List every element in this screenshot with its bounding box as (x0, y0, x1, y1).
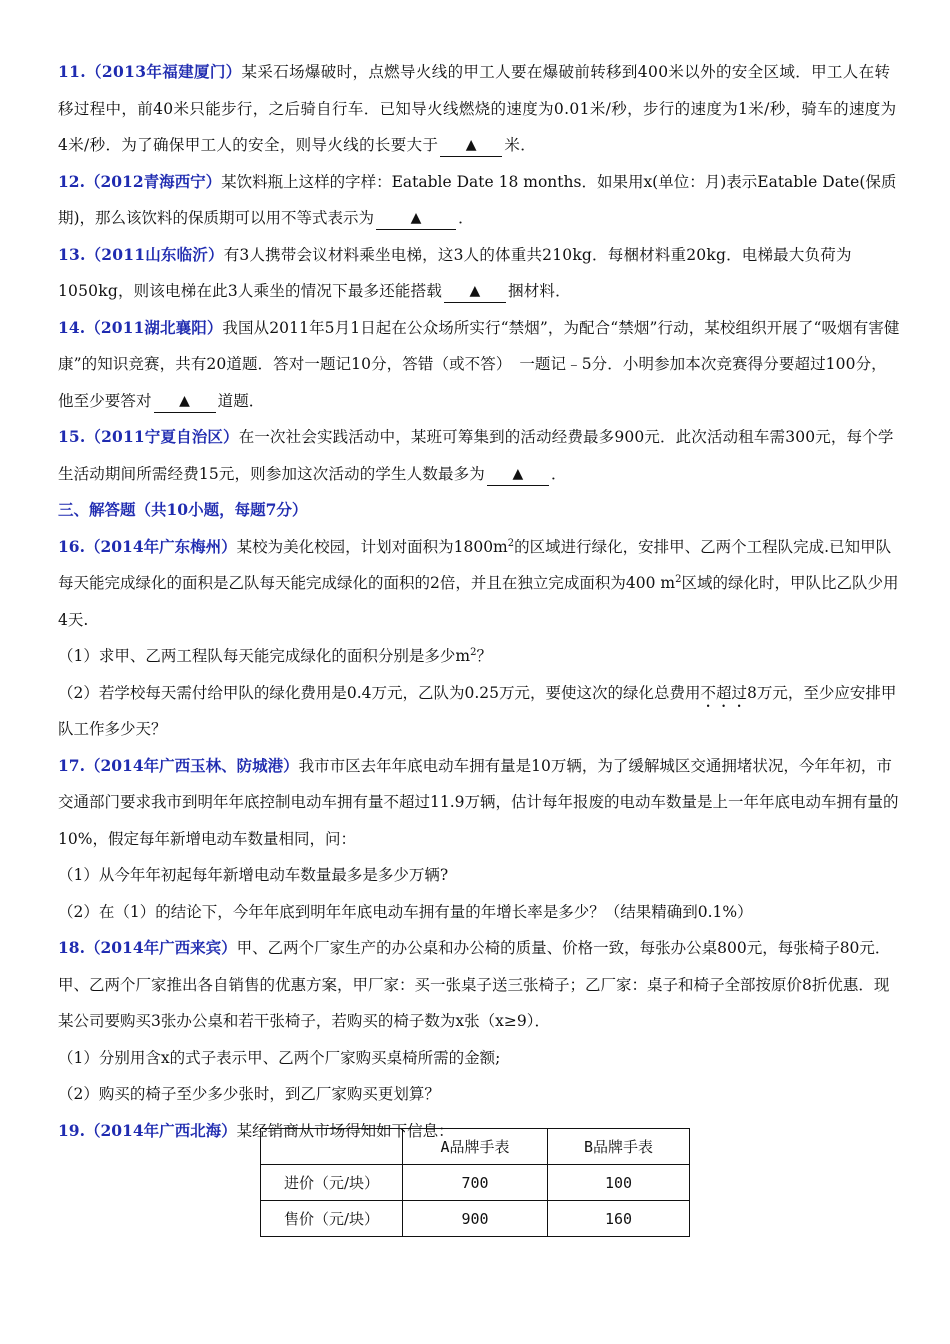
table-cell: 100 (548, 1165, 690, 1201)
part-text: ？ (476, 647, 492, 665)
question-17 (58, 748, 900, 858)
answer-blank[interactable] (376, 209, 456, 230)
question-number: 18. (58, 938, 85, 957)
problem-tail: 捆材料． (508, 282, 571, 300)
triangle-marker-icon: ▲ (179, 392, 191, 409)
table-cell: 160 (548, 1201, 690, 1237)
question-text: 区域的绿化时，甲队比乙队少用4天. (58, 574, 899, 629)
table-header-cell (261, 1129, 403, 1165)
problem-source: （2011湖北襄阳） (85, 317, 223, 337)
problem-12 (58, 164, 900, 237)
question-number: 16. (58, 536, 85, 556)
problem-14 (58, 310, 900, 420)
part-text: 8万元，至少应安排甲队工作多少天？ (58, 683, 897, 738)
question-16-part-1 (58, 638, 900, 675)
problem-number: 14. (58, 317, 86, 337)
problem-text: 某采石场爆破时，点燃导火线的甲工人要在爆破前转移到400米以外的安全区域．甲工人在转移过程中，前40米只能步行，之后骑自行车．已知导火线燃烧的速度为0.01米/秒，步行的速度为1米/秒，骑车的速度为4米/秒．为了确保甲工人的安全，则导火线的长要大于 (58, 63, 897, 154)
question-17-part-1: （1）从今年年初起每年新增电动车数量最多是多少万辆? (58, 866, 449, 884)
question-text: 某校为美化校园，计划对面积为1800m (236, 537, 508, 556)
superscript: 2 (470, 646, 477, 658)
triangle-marker-icon: ▲ (512, 465, 524, 482)
question-18-part-1: （1）分别用含x的式子表示甲、乙两个厂家购买桌椅所需的金额; (58, 1048, 501, 1067)
table-cell: 900 (403, 1201, 548, 1237)
problem-11 (58, 54, 900, 164)
question-text: 我市市区去年年底电动车拥有量是10万辆，为了缓解城区交通拥堵状况，今年年初，市交通部门要求我市到明年年底控制电动车拥有量不超过11.9万辆，估计每年报废的电动车数量是上一年年底电动车拥有量的10%，假定每年新增电动车数量相同，问： (58, 756, 899, 848)
problem-text: 在一次社会实践活动中，某班可筹集到的活动经费最多900元．此次活动租车需300元，每个学生活动期间所需经费15元，则参加这次活动的学生人数最多为 (58, 428, 894, 483)
triangle-marker-icon: ▲ (469, 283, 481, 299)
problem-source: （2011山东临沂） (85, 244, 224, 264)
question-16-part-2 (58, 675, 900, 748)
problem-source: （2012青海西宁） (84, 171, 222, 191)
problem-tail: ． (550, 464, 567, 483)
part-text: （2）若学校每天需付给甲队的绿化费用是0.4万元，乙队为0.25万元，要使这次的绿化总费用 (58, 683, 701, 702)
superscript: 2 (507, 537, 515, 549)
problem-text: 我国从2011年5月1日起在公众场所实行“禁烟”，为配合“禁烟”行动，某校组织开展了“吸烟有害健康”的知识竞赛，共有20道题．答对一题记10分，答错（或不答） 一题记﹣5分．小明参加本次竞赛得分要超过100分，他至少要答对 (58, 318, 900, 410)
superscript: 2 (675, 573, 682, 585)
question-16 (58, 529, 900, 639)
problem-tail: 道题． (217, 391, 265, 410)
table-row (261, 1165, 690, 1201)
question-source: （2014年广东梅州） (84, 536, 237, 556)
answer-blank[interactable] (154, 392, 216, 413)
question-18 (58, 930, 900, 1040)
table-cell: 进价（元/块） (261, 1165, 403, 1201)
problem-tail: ． (458, 209, 474, 227)
question-text: 甲、乙两个厂家生产的办公桌和办公椅的质量、价格一致，每张办公桌800元，每张椅子80元．甲、乙两个厂家推出各自销售的优惠方案，甲厂家：买一张桌子送三张椅子；乙厂家：桌子和椅子全部按原价8折优惠．现某公司要购买3张办公桌和若干张椅子，若购买的椅子数为x张（x≥9）． (58, 939, 891, 1030)
problem-number: 12. (58, 171, 85, 191)
question-source: （2014年广西北海） (84, 1120, 237, 1140)
answer-blank[interactable] (487, 465, 549, 486)
problem-13 (58, 237, 900, 310)
worksheet-page (58, 54, 900, 1149)
problem-source: （2013年福建厦门） (86, 62, 242, 81)
part-text: （1）求甲、乙两工程队每天能完成绿化的面积分别是多少m (58, 647, 471, 665)
problem-text: 有3人携带会议材料乘坐电梯，这3人的体重共210kg．每梱材料重20kg．电梯最大负荷为1050kg，则该电梯在此3人乘坐的情况下最多还能搭载 (58, 245, 852, 300)
section-title: 三、解答题（共10小题，每题7分） (58, 500, 308, 519)
emphasized-text: 不超过 (700, 683, 748, 702)
problem-text: 某饮料瓶上这样的字样：Eatable Date 18 months．如果用x(单位：月)表示Eatable Date(保质期)，那么该饮料的保质期可以用不等式表示为 (58, 172, 897, 227)
table-header-row (261, 1129, 690, 1165)
triangle-marker-icon: ▲ (465, 137, 477, 153)
problem-source: （2011宁夏自治区） (85, 427, 239, 446)
price-table (260, 1128, 690, 1237)
problem-tail: 米． (504, 136, 537, 154)
question-source: （2014年广西玉林、防城港） (84, 755, 299, 775)
question-18-part-2: （2）购买的椅子至少多少张时，到乙厂家购买更划算？ (58, 1085, 440, 1103)
problem-15 (58, 419, 900, 492)
answer-blank[interactable] (444, 282, 506, 303)
table-cell: 售价（元/块） (261, 1201, 403, 1237)
question-source: （2014年广西来宾） (84, 938, 237, 957)
question-number: 17. (58, 755, 85, 775)
question-17-part-2: （2）在（1）的结论下，今年年底到明年年底电动车拥有量的年增长率是多少？（结果精确到0.1%） (58, 902, 753, 921)
answer-blank[interactable] (440, 136, 502, 157)
question-text: 某经销商从市场得知如下信息： (236, 1121, 454, 1140)
problem-number: 13. (58, 244, 86, 264)
problem-number: 11. (58, 62, 87, 81)
question-text: 的区域进行绿化，安排甲、乙两个工程队完成.已知甲队每天能完成绿化的面积是乙队每天能完成绿化的面积的2倍，并且在独立完成面积为400 m (58, 537, 892, 592)
table-row (261, 1201, 690, 1237)
table-header-cell: B品牌手表 (548, 1129, 690, 1165)
table-cell: 700 (403, 1165, 548, 1201)
question-number: 19. (58, 1120, 85, 1140)
triangle-marker-icon: ▲ (410, 210, 422, 226)
problem-number: 15. (58, 427, 86, 446)
table-header-cell: A品牌手表 (403, 1129, 548, 1165)
